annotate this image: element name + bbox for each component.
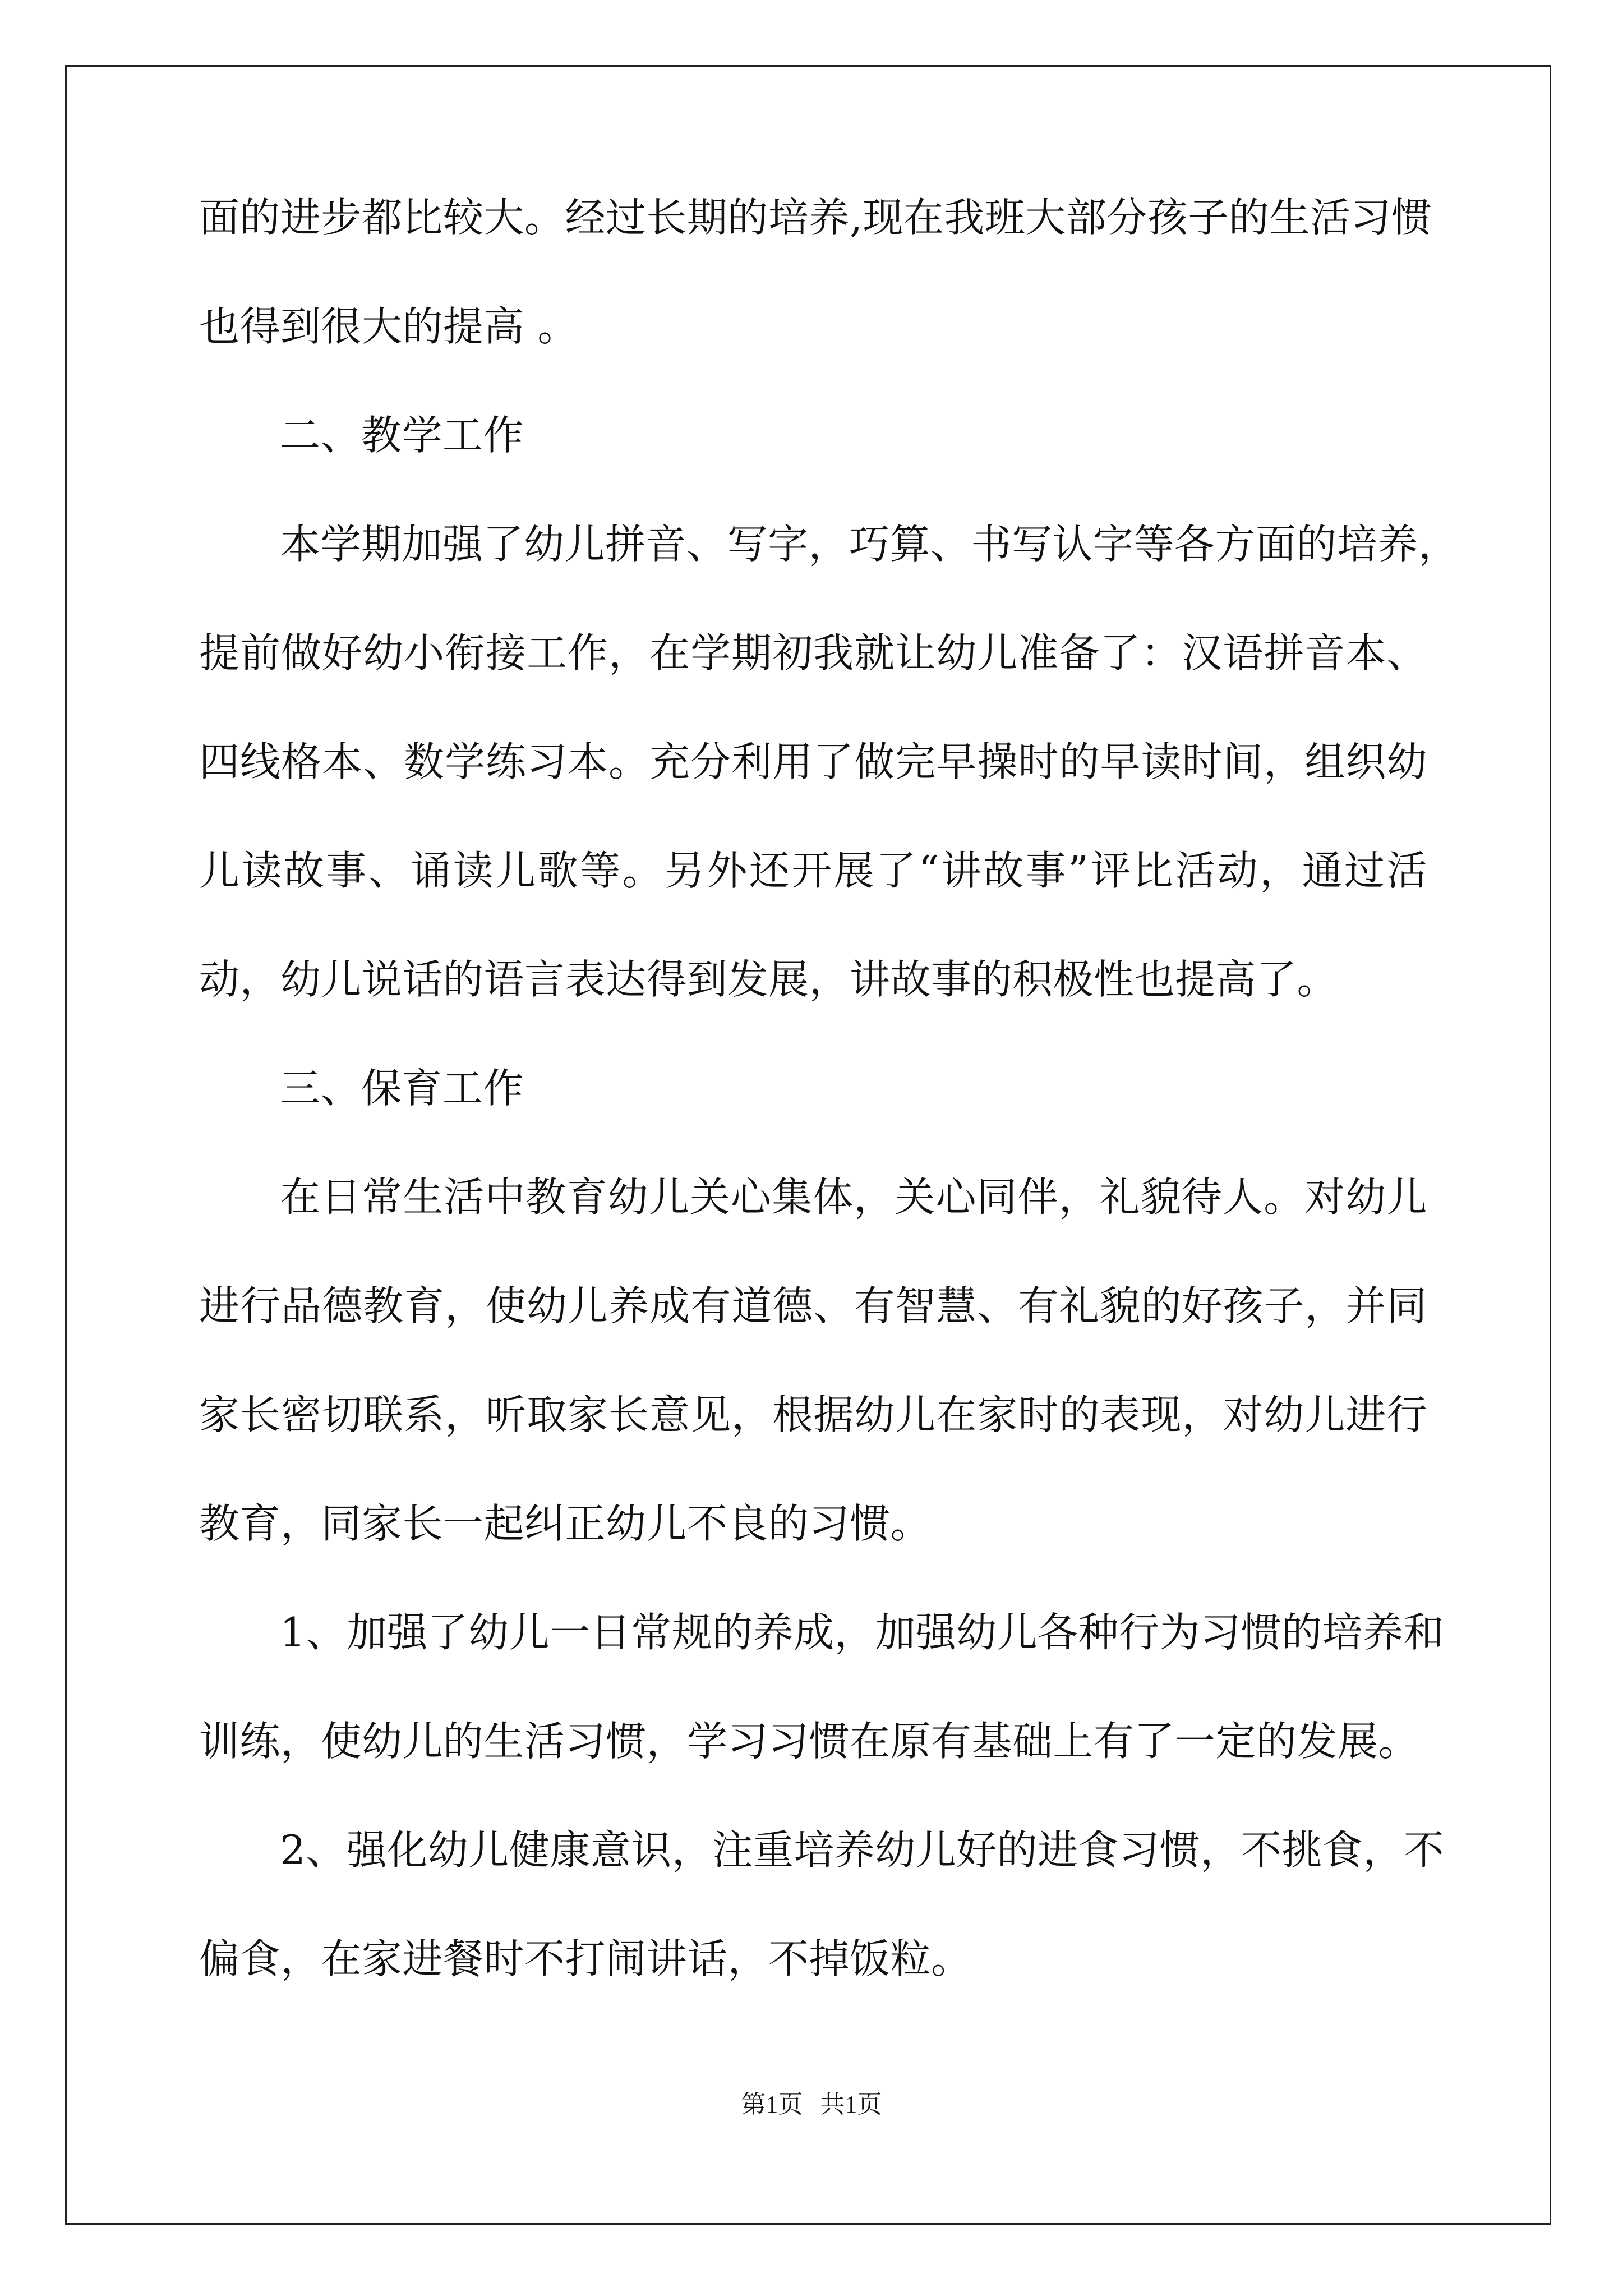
paragraph-line: 动，幼儿说话的语言表达得到发展，讲故事的积极性也提高了。	[199, 956, 1338, 1003]
section-heading: 三、保育工作	[280, 1065, 524, 1112]
paragraph-line: 家长密切联系，听取家长意见，根据幼儿在家时的表现，对幼儿进行	[199, 1391, 1427, 1438]
paragraph-line: 训练，使幼儿的生活习惯，学习习惯在原有基础上有了一定的发展。	[199, 1718, 1419, 1765]
page-footer	[0, 2088, 1623, 2122]
paragraph-line: 在日常生活中教育幼儿关心集体，关心同伴，礼貌待人。对幼儿	[280, 1174, 1427, 1221]
document-body	[199, 191, 1459, 2041]
paragraph-line: 提前做好幼小衔接工作，在学期初我就让幼儿准备了：汉语拼音本、	[199, 629, 1427, 677]
paragraph-line: 面的进步都比较大。经过长期的培养,现在我班大部分孩子的生活习惯	[199, 194, 1432, 241]
paragraph-line: 本学期加强了幼儿拼音、写字，巧算、书写认字等各方面的培养，	[280, 521, 1459, 568]
page-total: 共1页	[820, 2091, 882, 2118]
paragraph-line: 偏食，在家进餐时不打闹讲话，不掉饭粒。	[199, 1935, 972, 1982]
paragraph-line: 四线格本、数学练习本。充分利用了做完早操时的早读时间，组织幼	[199, 738, 1427, 785]
page-number: 第1页	[741, 2091, 803, 2118]
paragraph-line: 教育，同家长一起纠正幼儿不良的习惯。	[199, 1500, 932, 1547]
list-item: 2、强化幼儿健康意识，注重培养幼儿好的进食习惯，不挑食，不	[280, 1826, 1445, 1874]
paragraph-line: 也得到很大的提高 。	[199, 303, 578, 350]
paragraph-line: 进行品德教育，使幼儿养成有道德、有智慧、有礼貌的好孩子，并同	[199, 1282, 1427, 1329]
section-heading: 二、教学工作	[280, 412, 524, 459]
list-item: 1、加强了幼儿一日常规的养成，加强幼儿各种行为习惯的培养和	[280, 1609, 1445, 1656]
paragraph-line: 儿读故事、诵读儿歌等。另外还开展了“讲故事”评比活动，通过活	[199, 847, 1427, 894]
